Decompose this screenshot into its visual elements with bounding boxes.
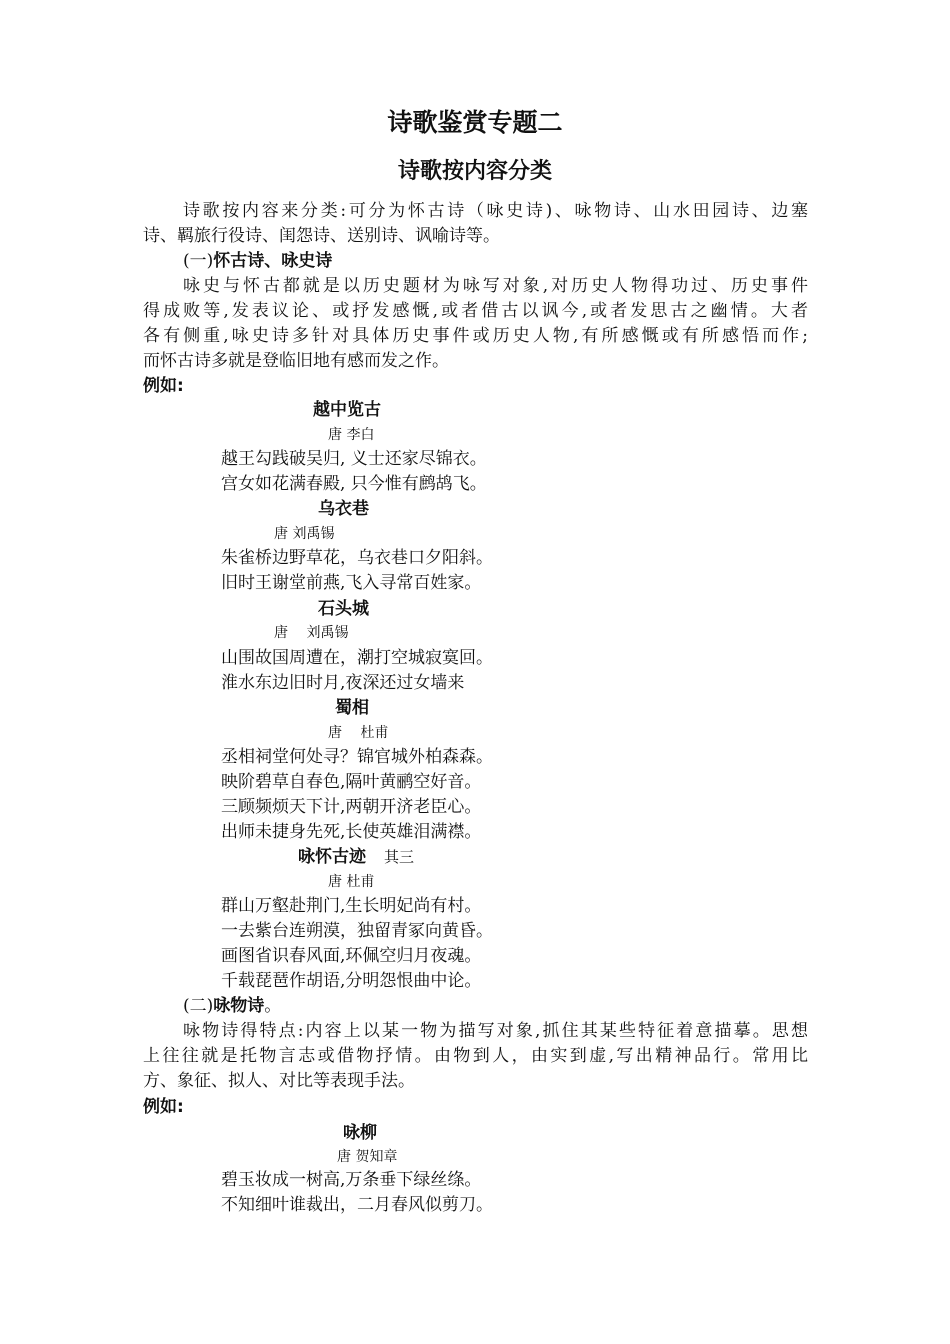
example-label: 例如:: [143, 1097, 184, 1117]
poem-line: 旧时王谢堂前燕,飞入寻常百姓家。: [221, 573, 482, 593]
poem-line: 碧玉妆成一树高,万条垂下绿丝绦。: [221, 1170, 482, 1190]
poem-author: 唐 贺知章: [337, 1149, 398, 1165]
poem-line: 不知细叶谁裁出，二月春风似剪刀。: [221, 1195, 493, 1215]
poem-title-row: [298, 845, 414, 869]
page-title: 诗歌鉴赏专题二: [387, 108, 563, 137]
section-heading: [183, 994, 281, 1018]
paragraph-line: 得成败等,发表议论、或抒发感慨,或者借古以讽今,或者发思古之幽情。大者: [143, 301, 808, 321]
poem-line: 山围故国周遭在，潮打空城寂寞回。: [221, 648, 493, 668]
section-title: 怀古诗、咏史诗: [213, 251, 333, 271]
intro-line: 诗歌按内容来分类:可分为怀古诗（咏史诗)、咏物诗、山水田园诗、边塞: [183, 201, 808, 221]
section-title: 咏物诗: [213, 996, 265, 1016]
poem-author: 唐 杜甫: [328, 874, 375, 890]
poem-title: 乌衣巷: [318, 499, 369, 519]
poem-line: 画图省识春风面,环佩空归月夜魂。: [221, 946, 482, 966]
poem-line: 三顾频烦天下计,两朝开济老臣心。: [221, 797, 482, 817]
paragraph-line: 各有侧重,咏史诗多针对具体历史事件或历史人物,有所感慨或有所感悟而作;: [143, 326, 808, 346]
poem-line: 出师未捷身先死,长使英雄泪满襟。: [221, 822, 482, 842]
paragraph-line: 咏物诗得特点:内容上以某一物为描写对象,抓住其某些特征着意描摹。思想: [183, 1021, 808, 1041]
section-prefix: (一): [183, 251, 214, 271]
paragraph-line: 而怀古诗多就是登临旧地有感而发之作。: [143, 351, 449, 371]
poem-title: 越中览古: [313, 400, 381, 420]
poem-line: 映阶碧草自春色,隔叶黄鹂空好音。: [221, 772, 482, 792]
paragraph-line: 咏史与怀古都就是以历史题材为咏写对象,对历史人物得功过、历史事件: [183, 276, 808, 296]
example-label: 例如:: [143, 376, 184, 396]
poem-line: 淮水东边旧时月,夜深还过女墙来: [221, 673, 465, 693]
poem-title: 咏柳: [343, 1123, 377, 1143]
poem-line: 宫女如花满春殿, 只今惟有鹧鸪飞。: [221, 474, 487, 494]
poem-line: 越王勾践破吴归, 义士还家尽锦衣。: [221, 449, 487, 469]
poem-author: 唐 刘禹锡: [274, 526, 335, 542]
section-prefix: (二): [183, 996, 214, 1016]
poem-author: 唐 李白: [328, 427, 375, 443]
paragraph-line: 上往往就是托物言志或借物抒情。由物到人，由实到虚,写出精神品行。常用比: [143, 1046, 808, 1066]
intro-line: 诗、羁旅行役诗、闺怨诗、送别诗、讽喻诗等。: [143, 226, 500, 246]
section-suffix: 。: [264, 996, 282, 1016]
poem-line: 朱雀桥边野草花，乌衣巷口夕阳斜。: [221, 548, 493, 568]
poem-title: 咏怀古迹: [298, 847, 366, 867]
poem-subtitle: 其三: [384, 848, 415, 866]
poem-title: 石头城: [318, 599, 369, 619]
poem-line: 千载琵琶作胡语,分明怨恨曲中论。: [221, 971, 482, 991]
section-heading: [183, 249, 332, 273]
poem-line: 丞相祠堂何处寻？锦官城外柏森森。: [221, 747, 493, 767]
poem-line: 一去紫台连朔漠，独留青冢向黄昏。: [221, 921, 493, 941]
paragraph-line: 方、象征、拟人、对比等表现手法。: [143, 1071, 415, 1091]
poem-author: 唐 刘禹锡: [274, 625, 349, 641]
page-subtitle: 诗歌按内容分类: [397, 159, 552, 184]
poem-title: 蜀相: [335, 698, 369, 718]
poem-author: 唐 杜甫: [328, 725, 389, 741]
poem-line: 群山万壑赴荆门,生长明妃尚有村。: [221, 896, 482, 916]
